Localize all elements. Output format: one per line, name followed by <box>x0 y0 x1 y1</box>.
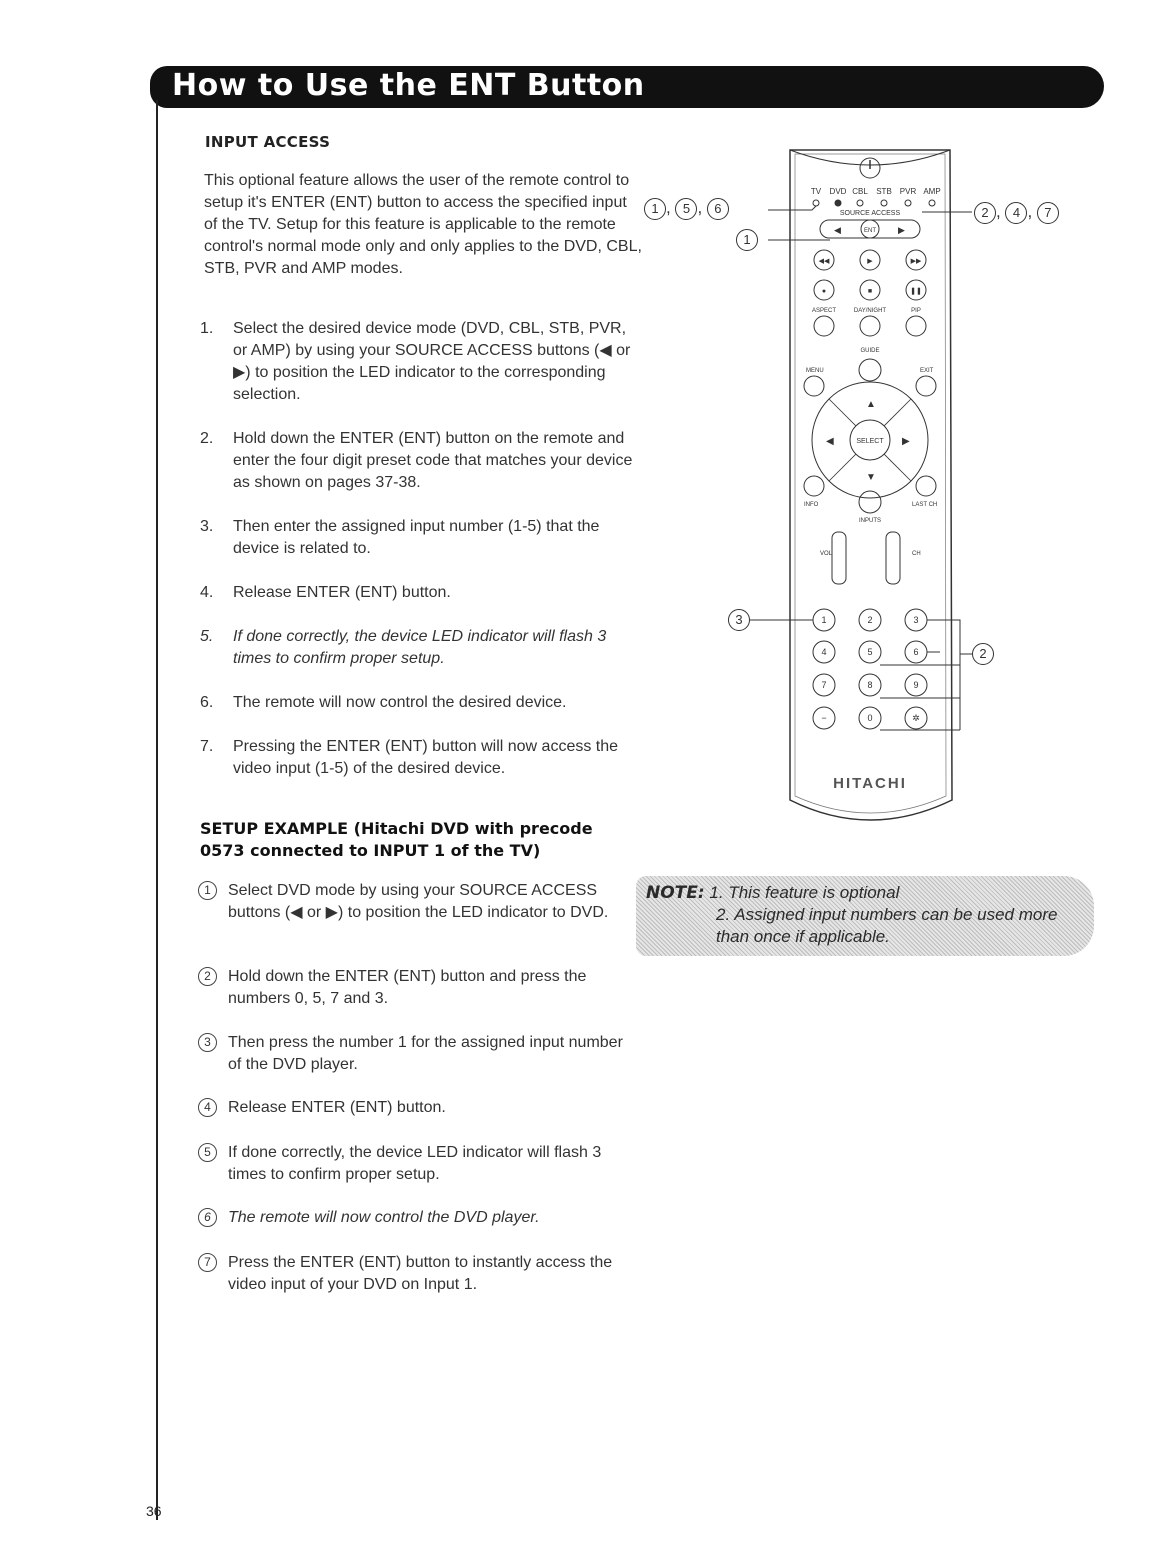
svg-text:MENU: MENU <box>806 368 824 374</box>
mode-label: STB <box>876 187 892 196</box>
svg-text:GUIDE: GUIDE <box>860 348 880 354</box>
note-box <box>636 876 1094 956</box>
step-number: 4. <box>200 584 214 601</box>
svg-text:SELECT: SELECT <box>856 438 884 445</box>
digit-label: 5 <box>867 647 873 657</box>
step-text: Release ENTER (ENT) button. <box>233 584 451 601</box>
svg-text:EXIT: EXIT <box>920 368 934 374</box>
digit-label: ✲ <box>912 713 920 723</box>
up-arrow-icon: ▲ <box>866 399 876 410</box>
step-4 <box>200 582 640 604</box>
step-1 <box>200 318 640 406</box>
svg-text:INFO: INFO <box>804 502 819 508</box>
example-step-3 <box>198 1032 638 1076</box>
note-line-2: 2. Assigned input numbers can be used more <box>716 905 1058 924</box>
mode-label: AMP <box>923 187 941 196</box>
mode-label: CBL <box>852 187 868 196</box>
source-access-label: SOURCE ACCESS <box>839 210 901 217</box>
svg-text:CH: CH <box>912 551 921 557</box>
digit-label: 8 <box>867 680 873 690</box>
callout-right-top: 2 , 4 , 7 <box>974 202 1059 224</box>
svg-text:▶▶: ▶▶ <box>910 258 922 265</box>
svg-text:▶: ▶ <box>867 258 873 265</box>
svg-text:PIP: PIP <box>911 308 921 314</box>
step-text: If done correctly, the device LED indicator will flash 3 times to confirm proper setup. <box>233 628 607 667</box>
note-line-3: than once if applicable. <box>716 927 890 946</box>
callout-left-mid: 1 <box>736 229 758 251</box>
step-5 <box>200 626 640 670</box>
mode-label: DVD <box>829 187 847 196</box>
step-number: 1. <box>200 320 214 337</box>
step-3 <box>200 516 640 560</box>
svg-text:VOL: VOL <box>820 551 833 557</box>
example-step-text: The remote will now control the DVD player. <box>228 1209 540 1226</box>
step-number: 2. <box>200 430 214 447</box>
svg-text:●: ● <box>821 288 827 295</box>
mode-label: TV <box>810 187 822 196</box>
step-number: 6. <box>200 694 214 711</box>
svg-text:ASPECT: ASPECT <box>811 308 837 314</box>
digit-label: 9 <box>913 680 919 690</box>
svg-text:■: ■ <box>867 288 873 295</box>
step-text: Select the desired device mode (DVD, CBL, STB, PVR, or AMP) by using your SOURCE ACCESS buttons (◀ or ▶) to position the LED indicator to the corresponding selection. <box>233 320 631 403</box>
callout-digit-keys: 2 <box>972 643 994 665</box>
note-label: NOTE: <box>646 883 705 903</box>
step-text: The remote will now control the desired device. <box>233 694 567 711</box>
example-step-7 <box>198 1252 638 1296</box>
example-step-text: Release ENTER (ENT) button. <box>228 1099 446 1116</box>
digit-label: 1 <box>821 615 827 625</box>
digit-label: − <box>821 713 827 723</box>
note-line-1: 1. This feature is optional <box>709 883 900 902</box>
step-6 <box>200 692 640 714</box>
example-step-6 <box>198 1207 638 1229</box>
step-number: 5. <box>200 628 214 645</box>
example-step-text: Then press the number 1 for the assigned input number of the DVD player. <box>228 1034 623 1073</box>
digit-label: 7 <box>821 680 827 690</box>
remote-drawing <box>640 140 1090 840</box>
svg-text:ENT: ENT <box>864 228 876 234</box>
svg-text:INPUTS: INPUTS <box>858 518 882 524</box>
title-bar <box>150 66 1104 108</box>
step-7 <box>200 736 640 780</box>
input-access-heading: INPUT ACCESS <box>205 133 331 151</box>
callout-left-top: 1 , 5 , 6 <box>644 198 729 220</box>
digit-label: 3 <box>913 615 919 625</box>
svg-text:◀◀: ◀◀ <box>818 258 830 265</box>
step-text: Hold down the ENTER (ENT) button on the remote and enter the four digit preset code that matches your device as shown on pages 37-38. <box>233 430 633 491</box>
circled-number: 3 <box>198 1033 217 1052</box>
step-2 <box>200 428 640 494</box>
circled-number: 1 <box>198 881 217 900</box>
remote-illustration <box>640 140 1090 840</box>
circled-number: 2 <box>198 967 217 986</box>
example-step-5 <box>198 1142 638 1186</box>
step-number: 7. <box>200 738 214 755</box>
svg-text:❚❚: ❚❚ <box>910 288 922 295</box>
remote-brand-logo: HITACHI <box>833 775 907 792</box>
left-arrow-icon: ◀ <box>834 225 841 235</box>
svg-text:LAST CH: LAST CH <box>912 502 938 508</box>
right-arrow-icon: ▶ <box>898 225 905 235</box>
circled-number: 6 <box>198 1208 217 1227</box>
input-access-intro: This optional feature allows the user of the remote control to setup it's ENTER (ENT) button to access the specified input of the TV. Setup for this feature is applicable to the remote control's normal mode only and only applies to the DVD, CBL, STB, PVR and AMP modes. <box>204 172 642 277</box>
example-step-text: If done correctly, the device LED indicator will flash 3 times to confirm proper setup. <box>228 1144 602 1183</box>
example-step-text: Hold down the ENTER (ENT) button and press the numbers 0, 5, 7 and 3. <box>228 968 587 1007</box>
digit-label: 4 <box>821 647 827 657</box>
example-step-text: Press the ENTER (ENT) button to instantly access the video input of your DVD on Input 1. <box>228 1254 613 1293</box>
example-step-text: Select DVD mode by using your SOURCE ACCESS buttons (◀ or ▶) to position the LED indicator to DVD. <box>228 882 609 921</box>
step-text: Pressing the ENTER (ENT) button will now access the video input (1-5) of the desired device. <box>233 738 619 777</box>
example-step-4 <box>198 1097 638 1119</box>
step-text: Then enter the assigned input number (1-5) that the device is related to. <box>233 518 600 557</box>
circled-number: 4 <box>198 1098 217 1117</box>
left-arrow-icon: ◀ <box>826 436 834 447</box>
example-step-2 <box>198 966 638 1010</box>
callout-input-number: 3 <box>728 609 750 631</box>
digit-label: 2 <box>867 615 873 625</box>
right-arrow-icon: ▶ <box>902 436 910 447</box>
setup-example-heading: SETUP EXAMPLE (Hitachi DVD with precode 0573 connected to INPUT 1 of the TV) <box>200 819 593 860</box>
page-number: 36 <box>146 1503 162 1519</box>
example-step-1 <box>198 880 638 924</box>
circled-number: 7 <box>198 1253 217 1272</box>
step-number: 3. <box>200 518 214 535</box>
digit-label: 0 <box>867 713 873 723</box>
down-arrow-icon: ▼ <box>866 472 876 483</box>
digit-label: 6 <box>913 647 919 657</box>
svg-text:DAY/NIGHT: DAY/NIGHT <box>853 308 887 314</box>
left-margin-rule <box>156 100 158 1520</box>
mode-label: PVR <box>899 187 917 196</box>
circled-number: 5 <box>198 1143 217 1162</box>
page-title: How to Use the ENT Button <box>172 68 645 103</box>
